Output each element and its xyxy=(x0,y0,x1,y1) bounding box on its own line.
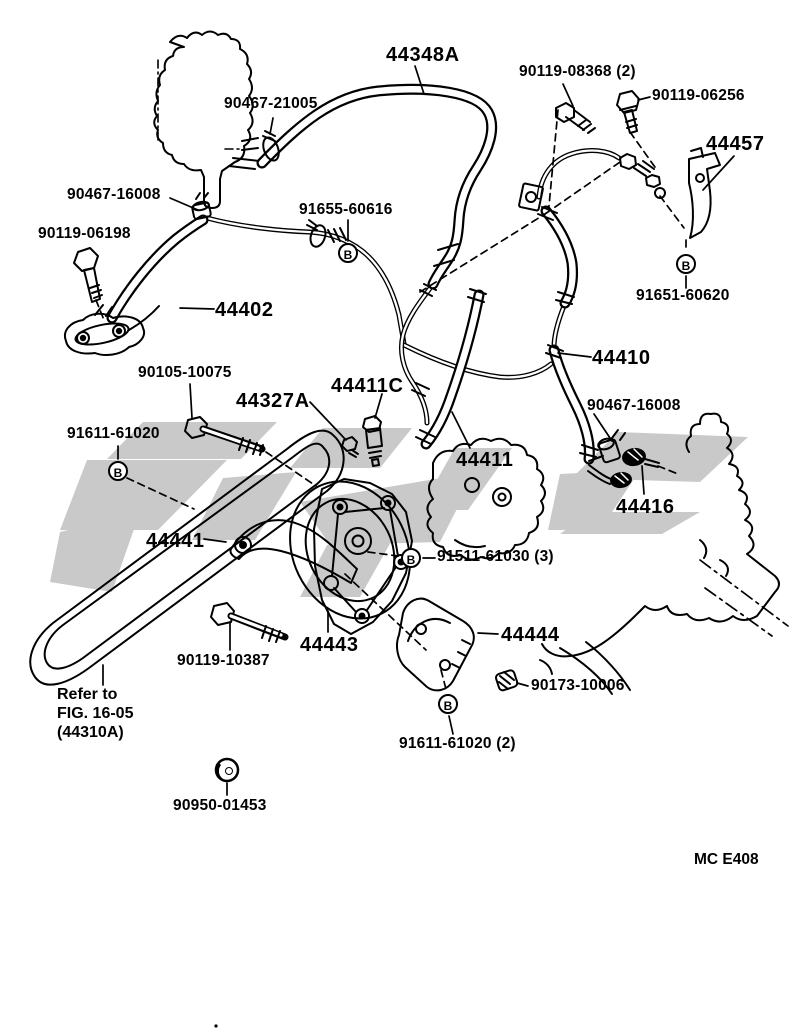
stray-dot xyxy=(214,1024,217,1027)
page-code: MC E408 xyxy=(694,851,759,868)
part-label-90467-16008-a: 90467-16008 xyxy=(67,186,161,203)
part-label-44411: 44411 xyxy=(456,449,514,471)
part-label-91611-61020-a: 91611-61020 xyxy=(67,425,160,442)
grommet-90950-01453-drawing xyxy=(216,759,238,781)
part-label-44416: 44416 xyxy=(616,496,675,518)
return-pipe-right-drawing xyxy=(519,151,665,347)
bolt-90119-06256-drawing xyxy=(617,91,639,133)
b-marker-icon: B xyxy=(676,254,696,274)
figure-reference-note-line3: (44310A) xyxy=(57,724,124,741)
b-marker-icon: B xyxy=(401,548,421,568)
clip-90173-10006-drawing xyxy=(495,669,518,691)
bolt-90119-06198-drawing xyxy=(74,248,102,302)
part-label-91511-61030: 91511-61030 (3) xyxy=(437,548,554,565)
hose-44348a-drawing xyxy=(262,89,492,284)
part-label-44402: 44402 xyxy=(215,299,274,321)
reservoir-tank-drawing xyxy=(154,32,259,209)
b-marker-icon: B xyxy=(438,694,458,714)
part-label-90119-06198: 90119-06198 xyxy=(38,225,131,242)
figure-reference-note-line2: FIG. 16-05 xyxy=(57,705,134,722)
bolt-90119-10387-drawing xyxy=(211,603,285,642)
b-marker-icon: B xyxy=(338,243,358,263)
part-label-44410: 44410 xyxy=(592,347,651,369)
part-label-44441: 44441 xyxy=(146,530,205,552)
bracket-44444-drawing xyxy=(397,599,474,691)
part-label-44327a: 44327A xyxy=(236,390,310,412)
bracket-44457-drawing xyxy=(689,148,720,238)
part-label-91651-60620: 91651-60620 xyxy=(636,287,730,304)
part-label-44443: 44443 xyxy=(300,634,359,656)
part-label-91655-60616: 91655-60616 xyxy=(299,201,393,218)
bolt-90119-08368-drawing xyxy=(556,103,595,133)
part-label-44444: 44444 xyxy=(501,624,560,646)
b-marker-icon: B xyxy=(108,461,128,481)
part-label-44457: 44457 xyxy=(706,133,765,155)
part-label-90950-01453: 90950-01453 xyxy=(173,797,267,814)
part-label-44411c: 44411C xyxy=(331,375,404,397)
part-label-90467-21005: 90467-21005 xyxy=(224,95,318,112)
part-label-44348a: 44348A xyxy=(386,44,460,66)
figure-reference-note-line1: Refer to xyxy=(57,686,118,703)
part-label-90119-06256: 90119-06256 xyxy=(652,87,745,104)
part-label-91611-61020-b: 91611-61020 (2) xyxy=(399,735,516,752)
part-label-90467-16008-b: 90467-16008 xyxy=(587,397,681,414)
part-label-90105-10075: 90105-10075 xyxy=(138,364,232,381)
part-label-90119-10387: 90119-10387 xyxy=(177,652,270,669)
hose-right-upper-drawing xyxy=(538,207,574,304)
part-label-90173-10006: 90173-10006 xyxy=(531,677,625,694)
part-label-90119-08368: 90119-08368 (2) xyxy=(519,63,636,80)
